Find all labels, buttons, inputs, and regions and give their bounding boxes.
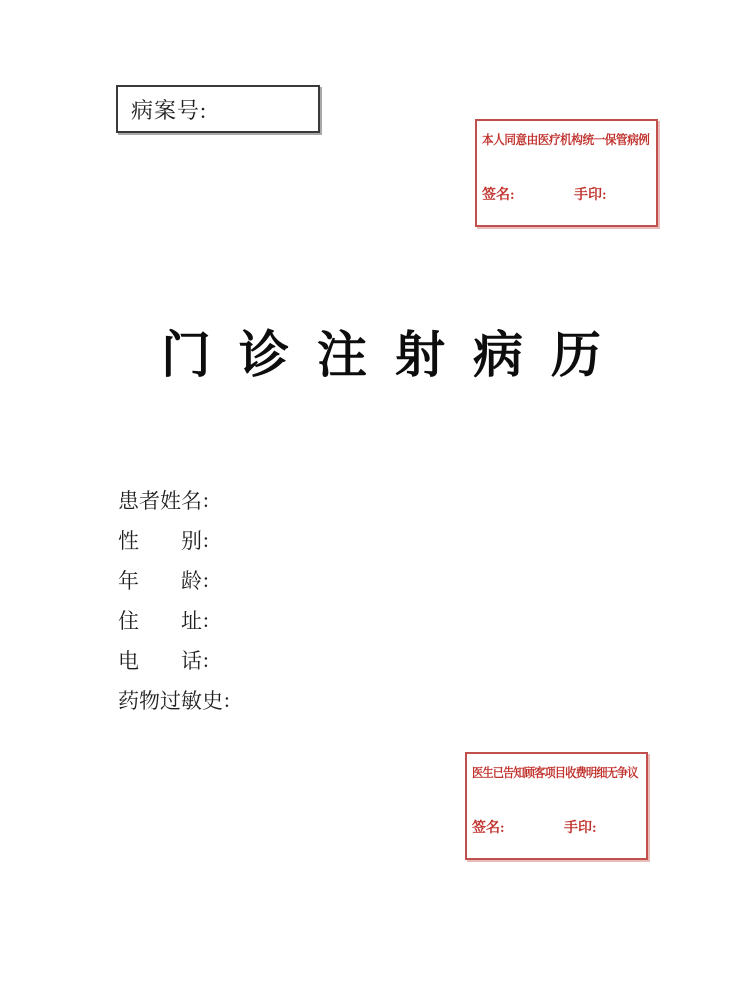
document-title: 门诊注射病历 bbox=[161, 327, 629, 383]
field-colon: : bbox=[203, 607, 209, 632]
case-number-box bbox=[116, 85, 320, 133]
patient-info-section bbox=[118, 480, 230, 720]
patient-info-row-allergy bbox=[118, 680, 230, 720]
storage-consent-signature-line bbox=[482, 187, 651, 205]
fee-consent-statement: 医生已告知顾客项目收费明细无争议 bbox=[472, 766, 638, 780]
field-colon: : bbox=[203, 487, 209, 512]
patient-field-label-allergy: 药物过敏史 bbox=[118, 689, 223, 713]
fee-consent-signature-line bbox=[472, 820, 641, 838]
signature-label: 签名: bbox=[472, 821, 505, 836]
fingerprint-label: 手印: bbox=[564, 821, 597, 836]
fee-consent-stamp bbox=[465, 752, 648, 860]
fingerprint-label: 手印: bbox=[574, 188, 607, 203]
patient-info-row-phone bbox=[118, 640, 230, 680]
patient-field-label-age: 年龄 bbox=[118, 569, 202, 593]
patient-info-row-name bbox=[118, 480, 230, 520]
signature-label: 签名: bbox=[482, 188, 515, 203]
case-number-label: 病案号: bbox=[131, 97, 208, 123]
patient-field-label-gender: 性别 bbox=[118, 529, 202, 553]
patient-info-row-gender bbox=[118, 520, 230, 560]
patient-field-label-address: 住址 bbox=[118, 609, 202, 633]
field-colon: : bbox=[203, 567, 209, 592]
field-colon: : bbox=[203, 527, 209, 552]
field-colon: : bbox=[224, 687, 230, 712]
patient-field-label-name: 患者姓名 bbox=[118, 489, 202, 513]
storage-consent-stamp bbox=[475, 119, 658, 227]
patient-info-row-address bbox=[118, 600, 230, 640]
storage-consent-statement: 本人同意由医疗机构统一保管病例 bbox=[482, 133, 650, 147]
patient-info-row-age bbox=[118, 560, 230, 600]
field-colon: : bbox=[203, 647, 209, 672]
patient-field-label-phone: 电话 bbox=[118, 649, 202, 673]
